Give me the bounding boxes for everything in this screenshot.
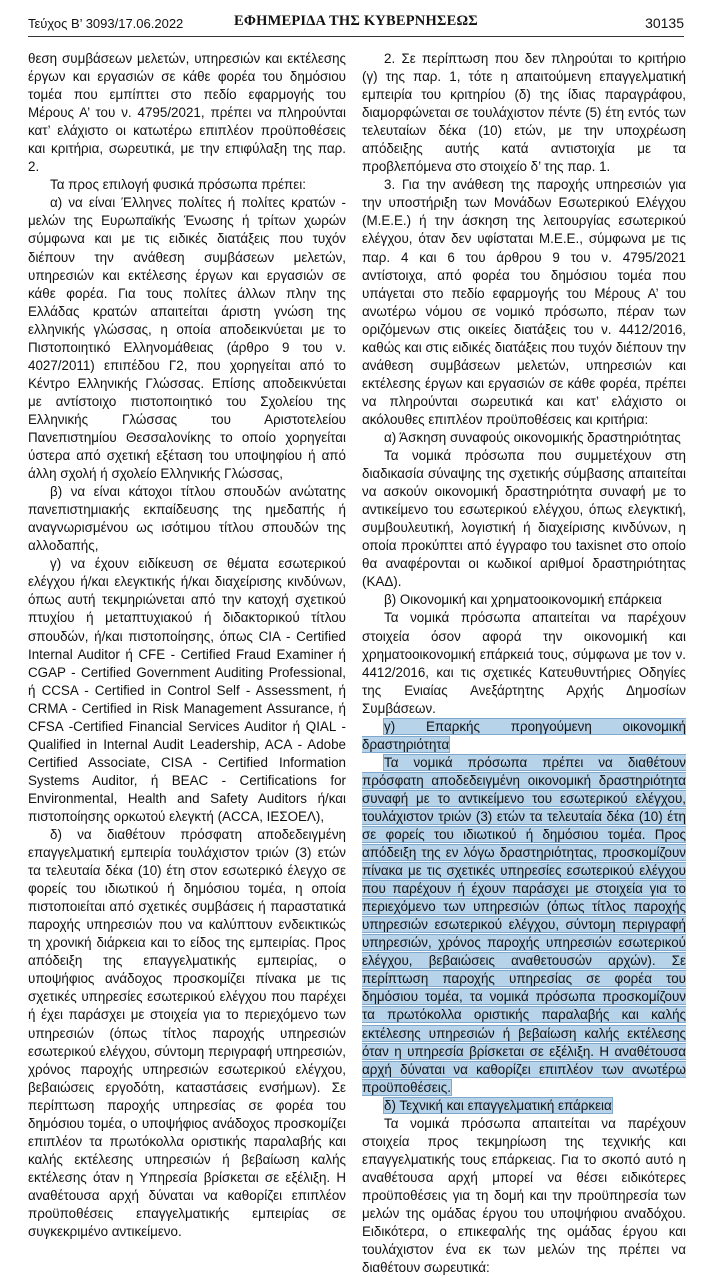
subheading: β) Οικονομική και χρηματοοικονομική επάρκεια xyxy=(384,592,662,608)
issue-number: Τεύχος Β’ 3093/17.06.2022 xyxy=(28,16,184,31)
subheading: α) Άσκηση συναφούς οικονομικής δραστηριότητας xyxy=(384,429,681,445)
text-selection[interactable]: δ) Τεχνική και επαγγελματική επάρκεια xyxy=(384,1097,612,1113)
paragraph: δ) να διαθέτουν πρόσφατη αποδεδειγμένη επαγγελματική εμπειρία τουλάχιστον τριών (3) ετών τα τελευταία δέκα (10) έτη στον εσωτερικό έλεγχο σε φορείς του ιδιωτικού ή δημόσιου τομέα, η οποία πιστοποιείται από σχετικές συμβάσεις ή παραστατικά παροχής υπηρεσιών που να καλύπτουν ενδεικτικώς τη χρονική διάρκεια και το είδος της εμπειρίας. Προς απόδειξη της επαγγελματικής εμπειρίας, ο υποψήφιος ανάδοχος προσκομίζει πίνακα με τις σχετικές υπηρεσίες εσωτερικού ελέγχου που παρέχει ή έχει παράσχει με στοιχεία για το περιεχόμενο των υπηρεσιών (όπως τίτλος παροχής υπηρεσιών εσωτερικού ελέγχου, σύντομη περιγραφή υπηρεσιών, χρόνος παροχής υπηρεσιών εσωτερικού ελέγχου, βεβαιώσεις εργοδότη, καταστάσεις ενσήμων). Σε περίπτωση παροχής υπηρεσίας σε φορέα του δημόσιου τομέα, ο υποψήφιος ανάδοχος προσκομίζει επιπλέον τα πρωτόκολλα οριστικής παραλαβής και καλής εκτέλεσης υπηρεσιών ή βεβαίωση καλής εκτέλεσης όταν η Υπηρεσία βρίσκεται σε εξέλιξη. Η αναθέτουσα αρχή δύναται να καθορίζει επιπλέον προϋποθέσεις επαγγελματικής εμπειρίας σε συγκεκριμένο αντικείμενο. xyxy=(28,827,346,1240)
highlighted-paragraph[interactable] xyxy=(362,754,686,1097)
text-selection[interactable]: γ) Επαρκής προηγούμενη οικονομική δραστηριότητα xyxy=(362,718,686,752)
paragraph: β) να είναι κάτοχοι τίτλου σπουδών ανώτατης πανεπιστημιακής εκπαίδευσης της ημεδαπής ή αναγνωρισμένου ως ισότιμου τίτλου σπουδών της αλλοδαπής, xyxy=(28,484,346,554)
paragraph: α) να είναι Έλληνες πολίτες ή πολίτες κρατών - μελών της Ευρωπαϊκής Ένωσης ή τρίτων χωρών σύμφωνα και με τις ειδικές διατάξεις που τυχόν διέπουν την ανάθεση συμβάσεων μελετών, υπηρεσιών και εκτέλεσης έργων και εργασιών σε κάθε φορέα. Για τους πολίτες άλλων πλην της Ελλάδας κρατών απαιτείται άριστη γνώση της ελληνικής γλώσσας, η οποία αποδεικνύεται με το Πιστοποιητικό Ελληνομάθειας (άρθρο 9 του ν. 4027/2011) επιπέδου Γ2, που χορηγείται από το Κέντρο Ελληνικής Γλώσσας. Επίσης αποδεικνύεται με αντίστοιχο πιστοποιητικό του Σχολείου της Ελληνικής Γλώσσας του Αριστοτελείου Πανεπιστημίου Θεσσαλονίκης το οποίο χορηγείται ύστερα από σχετική εξέταση του υποψηφίου ή από άλλη σχολή ή σχολείο Ελληνικής Γλώσσας, xyxy=(28,195,346,482)
text-selection[interactable]: Τα νομικά πρόσωπα πρέπει να διαθέτουν πρόσφατη αποδεδειγμένη οικονομική δραστηριότητα συναφή με το αντικείμενο του εσωτερικού ελέγχου, τουλάχιστον τριών (3) ετών τα τελευταία δέκα (10) έτη σε φορείς του ιδιωτικού ή δημόσιου τομέα. Προς απόδειξη της εν λόγω δραστηριότητας, προσκομίζουν πίνακα με τις σχετικές υπηρεσίες εσωτερικού ελέγχου που παρέχουν ή έχουν παράσχει με στοιχεία για το περιεχόμενο των υπηρεσιών (όπως τίτλος παροχής υπηρεσιών εσωτερικού ελέγχου, σύντομη περιγραφή υπηρεσιών, χρόνος παροχής υπηρεσιών εσωτερικού ελέγχου, βεβαιώσεις αναθετουσών αρχών). Σε περίπτωση παροχής υπηρεσίας σε φορέα του δημόσιου τομέα, τα νομικά πρόσωπα προσκομίζουν τα πρωτόκολλα οριστικής παραλαβής και καλής εκτέλεσης υπηρεσιών ή βεβαίωση καλής εκτέλεσης όταν η υπηρεσία βρίσκεται σε εξέλιξη. Η αναθέτουσα αρχή δύναται να καθορίζει επιπλέον των ανωτέρω προϋποθέσεις. xyxy=(362,754,686,1095)
highlighted-subheading[interactable] xyxy=(362,1097,686,1115)
paragraph: Τα νομικά πρόσωπα που συμμετέχουν στη διαδικασία σύναψης της σχετικής σύμβασης απαιτείται να ασκούν οικονομική δραστηριότητα συναφή με το αντικείμενο του εσωτερικού ελέγχου, όπως ελεγκτική, συμβουλευτική, λογιστική ή διαχείρισης κινδύνων, η οποία προκύπτει από έγγραφο του taxisnet στο οποίο θα αναφέρονται οι κωδικοί αριθμοί δραστηριότητας (ΚΑΔ). xyxy=(362,448,686,590)
paragraph: Τα νομικά πρόσωπα απαιτείται να παρέχουν στοιχεία όσον αφορά την οικονομική και χρηματοοικονομική επάρκειά τους, σύμφωνα με τον ν. 4412/2016, και τις σχετικές Κατευθυντήριες Οδηγίες της Ενιαίας Ανεξάρτητης Αρχής Δημοσίων Συμβάσεων. xyxy=(362,610,686,716)
right-column xyxy=(362,50,686,1277)
header-rule xyxy=(28,36,684,37)
page-header xyxy=(28,10,684,34)
left-column xyxy=(28,50,346,1241)
paragraph: Τα προς επιλογή φυσικά πρόσωπα πρέπει: xyxy=(50,177,306,193)
highlighted-subheading[interactable] xyxy=(362,718,686,754)
gazette-title: ΕΦΗΜΕΡΙΔΑ ΤΗΣ ΚΥΒΕΡΝΗΣΕΩΣ xyxy=(234,13,478,29)
paragraph: 3. Για την ανάθεση της παροχής υπηρεσιών για την υποστήριξη των Μονάδων Εσωτερικού Ελέγχου (Μ.Ε.Ε.) ή την άσκηση της λειτουργίας εσωτερικού ελέγχου, όταν δεν υφίσταται Μ.Ε.Ε., σύμφωνα με τις παρ. 4 και 6 του άρθρου 9 του ν. 4795/2021 αντίστοιχα, από φορέα του δημόσιου τομέα που υπάγεται στο πεδίο εφαρμογής του Μέρους Α’ του ανωτέρω νόμου σε νομικό πρόσωπο, πέραν των οριζόμενων στις οικείες διατάξεις του ν. 4412/2016, καθώς και στις ειδικές διατάξεις που τυχόν διέπουν την ανάθεση συμβάσεων μελετών, υπηρεσιών και εκτέλεσης έργων και εργασιών σε κάθε φορέα, πρέπει να πληρούνται σωρευτικά και κατ’ ελάχιστο οι ακόλουθες επιπλέον προϋποθέσεις και κριτήρια: xyxy=(362,177,686,427)
page-number: 30135 xyxy=(645,15,684,31)
paragraph: θεση συμβάσεων μελετών, υπηρεσιών και εκτέλεσης έργων και εργασιών σε κάθε φορέα του δημόσιου τομέα που εμπίπτει στο πεδίο εφαρμογής του Μέρους Α’ του ν. 4795/2021, πρέπει να πληρούνται κατ’ ελάχιστο οι κατωτέρω επιπλέον προϋποθέσεις και κριτήρια, σωρευτικά, με την επιφύλαξη της παρ. 2. xyxy=(28,51,346,175)
paragraph: 2. Σε περίπτωση που δεν πληρούται το κριτήριο (γ) της παρ. 1, τότε η απαιτούμενη επαγγελματική εμπειρία του κριτηρίου (δ) της ίδιας παραγράφου, διαμορφώνεται σε τουλάχιστον πέντε (5) έτη εντός των τελευταίων δέκα (10) ετών, με την υποχρέωση απόδειξης αυτής κατά αντιστοιχία με τα προβλεπόμενα στο στοιχείο δ’ της παρ. 1. xyxy=(362,51,686,175)
paragraph: γ) να έχουν ειδίκευση σε θέματα εσωτερικού ελέγχου ή/και ελεγκτικής ή/και διαχείρισης κινδύνων, όπως αυτή τεκμηριώνεται από την κατοχή σχετικού πτυχίου ή μεταπτυχιακού ή διδακτορικού τίτλου σπουδών, ή/και πιστοποίησης, όπως CIA - Certified Internal Auditor ή CFE - Certified Fraud Examiner ή CGAP - Certified Government Auditing Professional, ή CCSA - Certified in Control Self - Assessment, ή CRMA - Certified in Risk Management Assurance, ή CFSA -Certified Financial Services Auditor ή QIAL - Qualified in Internal Audit Leadership, ACA - Adobe Certified Associate, CISA - Certified Information Systems Auditor, ή BEAC - Certifications for Environmental, Health and Safety Auditors ή/και πιστοποίησης ορκωτού ελεγκτή (ACCA, ΙΕΣΟΕΛ), xyxy=(28,556,346,824)
paragraph: Τα νομικά πρόσωπα απαιτείται να παρέχουν στοιχεία προς τεκμηρίωση της τεχνικής και επαγγελματικής τους επάρκειας. Για το σκοπό αυτό η αναθέτουσα αρχή μπορεί να θέσει ειδικότερες προϋποθέσεις για τη δομή και την προϋπηρεσία των μελών της ομάδας έργου του υποψήφιου αναδόχου. Ειδικότερα, ο επικεφαλής της ομάδας έργου και τουλάχιστον ένα εκ των μελών της πρέπει να διαθέτουν σωρευτικά: xyxy=(362,1115,686,1276)
